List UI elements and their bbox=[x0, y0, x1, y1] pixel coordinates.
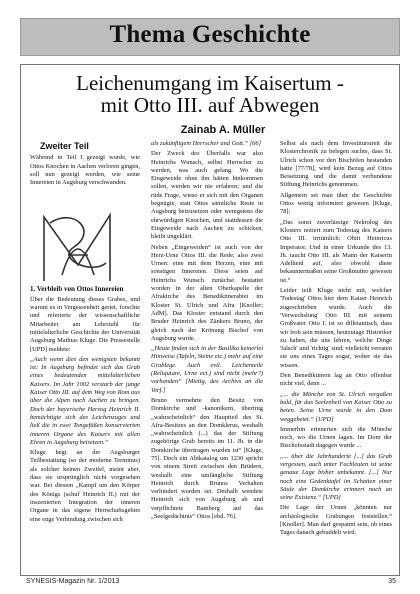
monogram-logo bbox=[34, 203, 120, 291]
column-3 bbox=[280, 140, 392, 540]
paragraph: Der Zweck des Überfalls war also Heinrichs Wunsch, selbst Herrscher zu werden, was auch gelang. Wo die Eingeweide ohne ihn hätten hinkommen sollen, werden wir nie erfahren; und die rüde Frage, wieso er sich mit den Organen begnügte, statt Ottos sämtliche Reste in Augsburg beizusetzen oder wenigstens die ehrwürdigen Knochen, und stattdessen die Eingeweide nach Aachen zu schicken, bleibt ungeklärt. bbox=[151, 150, 263, 241]
paragraph: Immerhin erinnerten sich die Mönche noch, wo die Urnen lagen. Im Dom der Bischofsstadt dagegen wurde ... bbox=[280, 425, 392, 450]
quote-paragraph: „Heute finden sich in der Basilika keinerlei Hinweise (Tafeln, Steine etc.) mehr auf eine Grablege. Auch evtl. Leichenteile (Reliquiare, Urne ect.) sind nicht (mehr?) vorhanden“ [Mietig, des Archivs an die Verf.] bbox=[151, 345, 263, 394]
paragraph: Den Benediktinern lag an Otto offenbar nicht viel, denn ... bbox=[280, 372, 392, 388]
subheading: Zweiter Teil bbox=[40, 141, 89, 151]
intro-paragraph: Während in Teil I gezeigt wurde, wie Ottos Knochen in Aachen verloren gingen, soll nun gezeigt werden, wie seine Innereien in Augsburg verschwanden. bbox=[30, 154, 140, 187]
article-author: Zainab A. Müller bbox=[180, 124, 266, 136]
section-heading: 1. Verbleib von Ottos Innereien bbox=[30, 285, 124, 294]
paragraph: Kluge hegt an der Augsburger Teilbestattung (so der moderne Terminus) als solcher keinen Zweifel, meint aber, dass sie ursprünglich nicht vorgesehen war. Bei diesem „Kampf um den Körper des Königs (schuf Heinrich II.) mit der inszenierten Integration der inneren Organe in das eigene Herrschaftsgebiet eine enge Verbindung zwischen sich bbox=[30, 449, 140, 523]
section-title: Thema Geschichte bbox=[109, 21, 311, 48]
quote-paragraph: „... über die Jahrhunderte [...] das Grab vergessen, auch unter Fachleuten ist seine genaue Lage bisher unbekannt. [...] Nur noch eine Gedenktafel im Schatten einer Säule der Domkirche erinnert noch an seine Existenz.“ [UPD] bbox=[280, 452, 392, 502]
article-title-line1: Leichenumgang im Kaisertum - bbox=[76, 71, 344, 95]
paragraph: Bruno vermehrte den Besitz von Domkirche und -kanonikern, übertrug „wahrscheinlich“ den Hauptteil des St. Afra-Besitzes an den Domklerus, weshalb „wahrscheinlich (...) das der Stiftung zugehörige Grab bereits im 11. Jh. in die Domkirche übertragen wurden ist“ [Kluge, 75]. Doch ein Abtkatalog um 1230 spricht von einem Streit zwischen den Brüdern, weshalb eine umfängliche Stiftung Heinrich durch Brunos Verhalten verhindert worden sei. Deshalb wendete Heinrich sich von Augsburg ab und verpflichtete Bamberg auf das „Seelgedächtnis“ Ottos [ebd. 76]. bbox=[151, 396, 263, 521]
paragraph: Neben „Eingeweiden“ ist auch von der Herz-Urne Ottos III. die Rede; also zwei Urnen: eine mit dem Herzen, eine mit sonstigen Innereien. Diese seien auf Heinrichs Wunsch zunächst bestattet worden in der alten Oberkapelle der Afrakirche des Benediktinerabtei im Kloster St. Ulrich und Afra [Knoller; AdM]. Das Kloster entstand durch den Bruder Heinrich des Zänkers Bruno, der gleich nach der Krönung Bischof von Augsburg wurde. bbox=[151, 243, 263, 342]
paragraph: Über die Bedeutung dieses Grabes, und warum es in Vergessenheit geriet, forschte und referierte der wissenschaftliche Mitarbeiter am Lehrstuhl für mittelalterliche Geschichte der Universität Augsburg Mathias Kluge. Die Pressestelle [UPD] meldete: bbox=[30, 295, 140, 353]
article-title-line2: mit Otto III. auf Abwegen bbox=[100, 93, 320, 117]
quote-paragraph: „Das sonst zuverlässige Nekrolog des Klosters notiert zum Todestag des Kaisers Otto III. irrtümlich: Obiit Heinricus Imperator. Und in einer Urkunde des 13. Jh. taucht Otto III. als Mann der Kaiserin Adelheid auf, also obwohl diese bekanntermaßen seine Großmutter gewesen ist.“ bbox=[280, 218, 392, 284]
section-header-bar bbox=[20, 18, 400, 56]
quote-paragraph: „Auch wenn dies den wenigsten bekannt ist: In Augsburg befindet sich das Grab eines bedeutenden mittelalterlichen Kaisers. Im Jahr 1002 verstarb der junge Kaiser Otto III. auf dem Weg von Rom aus über die Alpen nach Aachen zu bringen. Doch der bayerische Herzog Heinrich II. bemächtigte sich des Leichenzuges und ließ die in zwei Tongefäßen konservierten inneren Organe des Kaisers mit allen Ehren in Augsburg beisetzen.“ bbox=[30, 355, 140, 446]
paragraph: Allgemein sei man über die Geschichte Ottos wenig informiert gewesen [Kluge, 78]: bbox=[280, 191, 392, 216]
paragraph: Die Lage der Urnen „könnten nur archäologische Grabungen feststellen.“ [Knoller]. Man darf gespannt sein, ob eines Tages danach gebuddelt wird. bbox=[280, 504, 392, 537]
article-title bbox=[28, 72, 392, 116]
paragraph: Leider teilt Kluge nicht mit, welcher 'Todestag' Ottos hier dem Kaiser Heinrich zugeschrieben wurde. Auch die 'Verwechslung' Otto III. mit seinem Großvater Otto I. ist so dilletantisch, dass wir froh sein müssen, heutzutage Historiker zu haben, die uns lehren, welche Dinge 'falsch' und 'richtig' sind; vielleicht verraten sie uns eines Tages sogar, woher sie das wissen. bbox=[280, 287, 392, 369]
page-number: 35 bbox=[388, 578, 396, 585]
footer-magazine-issue: SYNESIS-Magazin Nr. 1/2013 bbox=[26, 578, 120, 585]
paragraph: Selbst als nach dem Investiturstreit die Klosterchronik zu belegen suchte, dass St. Ulrich schon vor den Bischöfen bestanden hatte [77/78], wird kein Bezug auf Ottos Beisetzung und die damit verbundene Stiftung Heinrichs genommen. bbox=[280, 140, 392, 189]
column-2 bbox=[151, 140, 263, 523]
column-1 bbox=[30, 140, 140, 526]
quote-continuation: als zukünftigem Herrscher und Gott.“ [66] bbox=[151, 140, 262, 147]
quote-paragraph: „... die Mönche von St. Ulrich vergaßen bald, für das Seelenheil von Kaiser Otto zu beten. Seine Urne wurde in den Dom weggebetet.“ [UPD] bbox=[280, 390, 392, 423]
